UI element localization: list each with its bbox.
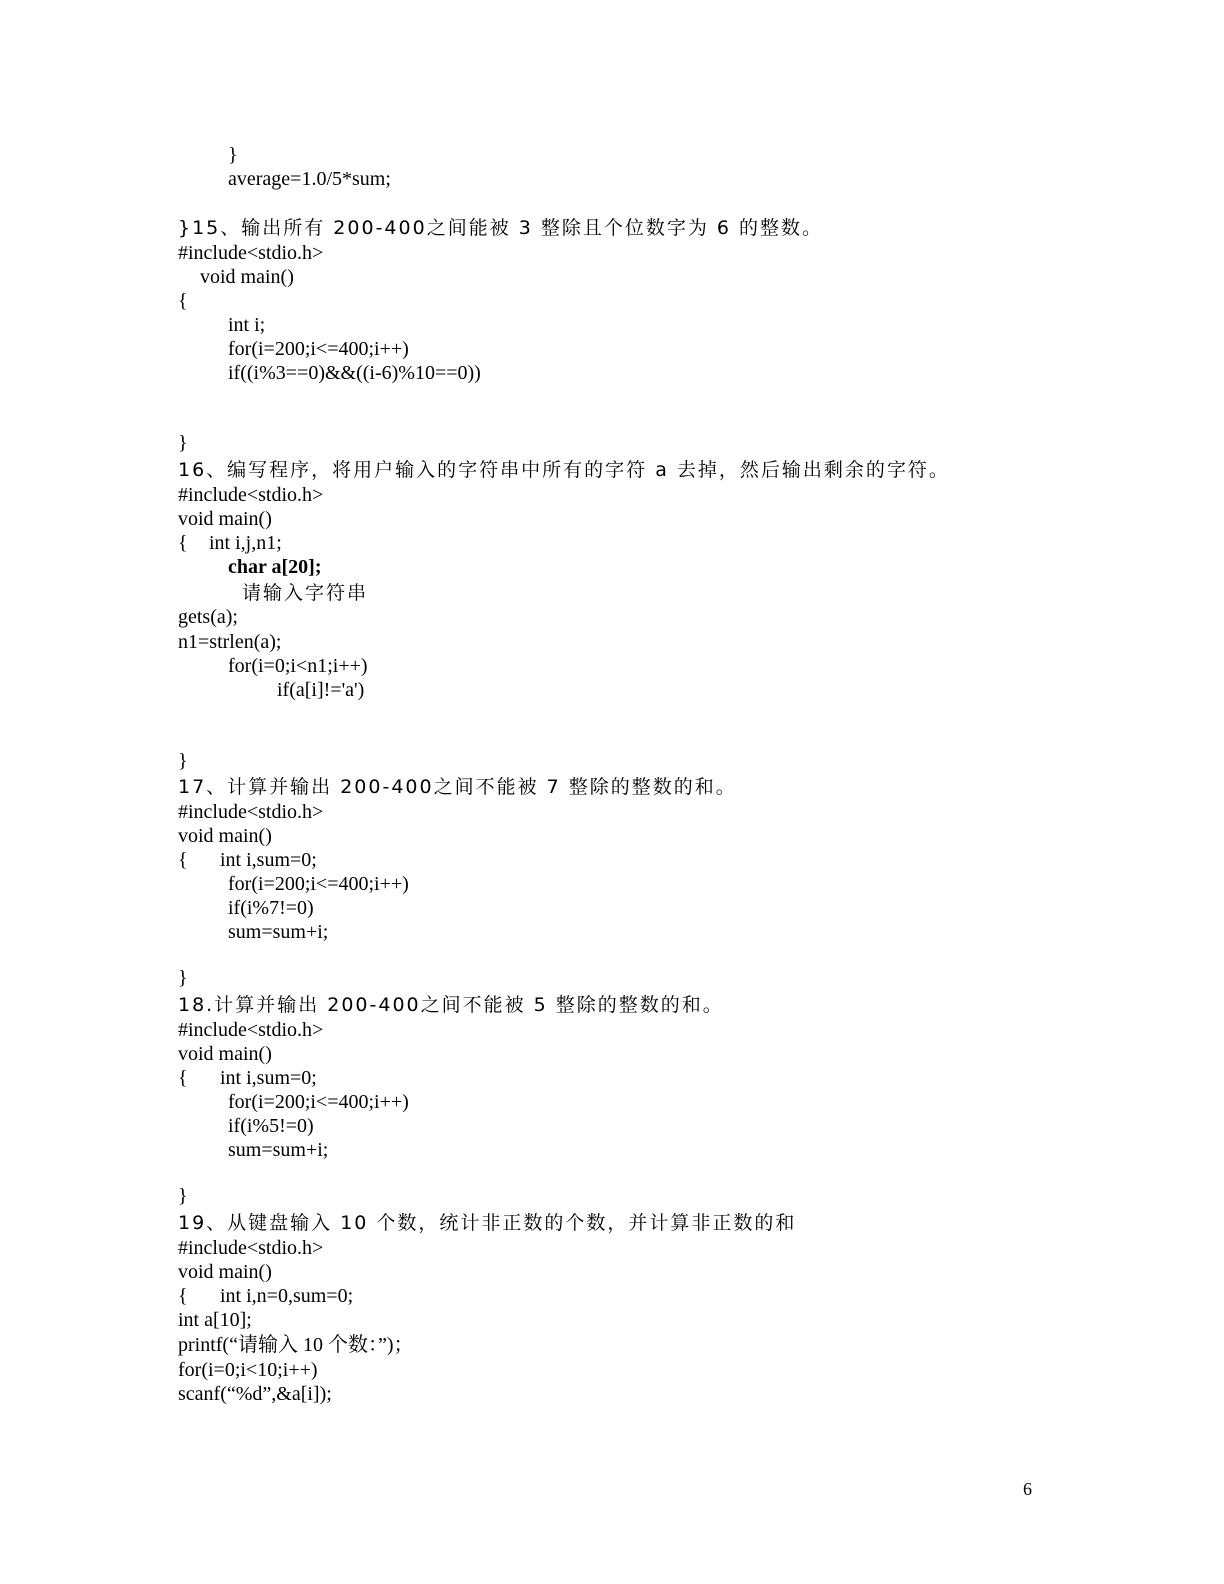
code-line: #include<stdio.h> — [178, 801, 324, 823]
code-line: int i,sum=0; — [220, 1067, 317, 1089]
code-line: #include<stdio.h> — [178, 1019, 324, 1041]
code-line: { — [178, 532, 188, 554]
code-line: #include<stdio.h> — [178, 484, 324, 506]
code-line: n1=strlen(a); — [178, 631, 282, 653]
code-line: void main() — [178, 1261, 272, 1283]
question-heading: 19、从键盘输入 10 个数，统计非正数的个数，并计算非正数的和 — [178, 1212, 797, 1234]
question-heading: 16、编写程序，将用户输入的字符串中所有的字符 a 去掉，然后输出剩余的字符。 — [178, 459, 950, 481]
code-line: gets(a); — [178, 606, 238, 628]
code-line: if(i%5!=0) — [228, 1115, 314, 1137]
code-line: for(i=200;i<=400;i++) — [228, 338, 409, 360]
code-line: void main() — [178, 825, 272, 847]
code-line: for(i=0;i<n1;i++) — [228, 655, 368, 677]
code-line: int i; — [228, 314, 266, 336]
code-line: void main() — [200, 266, 294, 288]
code-line: for(i=0;i<10;i++) — [178, 1359, 318, 1381]
code-line: int i,sum=0; — [220, 849, 317, 871]
code-line: average=1.0/5*sum; — [228, 168, 391, 190]
code-line: void main() — [178, 508, 272, 530]
code-line: 请输入字符串 — [242, 582, 369, 604]
code-line: } — [178, 1185, 188, 1207]
page-number: 6 — [1023, 1479, 1032, 1499]
code-line: { — [178, 1067, 188, 1089]
code-line: if(a[i]!='a') — [277, 679, 365, 701]
question-heading: 18.计算并输出 200-400之间不能被 5 整除的整数的和。 — [178, 994, 724, 1016]
question-heading: 17、计算并输出 200-400之间不能被 7 整除的整数的和。 — [178, 776, 737, 798]
code-line: { — [178, 1285, 188, 1307]
code-line: int i,j,n1; — [209, 532, 282, 554]
code-line: for(i=200;i<=400;i++) — [228, 1091, 409, 1113]
code-line: } — [178, 967, 188, 989]
code-line: } — [228, 144, 238, 166]
code-line: #include<stdio.h> — [178, 1237, 324, 1259]
code-line: int i,n=0,sum=0; — [220, 1285, 354, 1307]
code-line: for(i=200;i<=400;i++) — [228, 873, 409, 895]
code-line: sum=sum+i; — [228, 921, 329, 943]
code-line: } — [178, 750, 188, 772]
question-heading: }15、输出所有 200-400之间能被 3 整除且个位数字为 6 的整数。 — [178, 217, 824, 239]
code-line: { — [178, 849, 188, 871]
code-line: int a[10]; — [178, 1309, 252, 1331]
code-line: if((i%3==0)&&((i-6)%10==0)) — [228, 362, 481, 384]
code-line: printf(“请输入 10 个数：”)； — [178, 1334, 414, 1356]
code-line: void main() — [178, 1043, 272, 1065]
code-line: } — [178, 432, 188, 454]
code-line: sum=sum+i; — [228, 1139, 329, 1161]
code-line: char a[20]; — [228, 556, 322, 578]
code-line: #include<stdio.h> — [178, 242, 324, 264]
code-line: scanf(“%d”,&a[i]); — [178, 1383, 332, 1405]
code-line: if(i%7!=0) — [228, 897, 314, 919]
code-line: { — [178, 290, 188, 312]
